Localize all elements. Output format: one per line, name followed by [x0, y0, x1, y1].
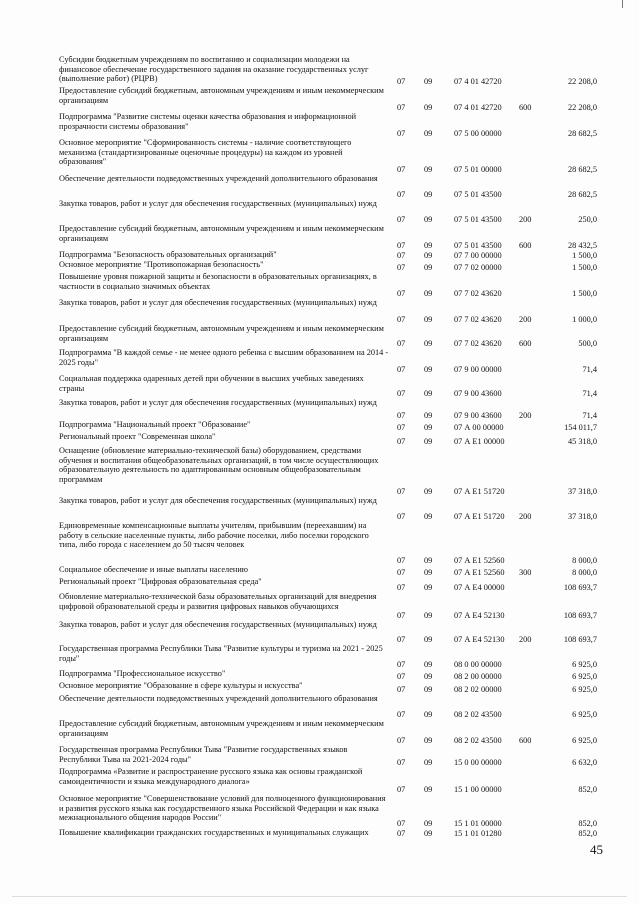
row-subsection-code: 09 [424, 709, 433, 719]
row-subsection-code: 09 [424, 262, 433, 272]
table-row [0, 681, 639, 694]
row-amount: 154 011,7 [564, 422, 597, 432]
row-section-code: 07 [397, 610, 406, 620]
table-row [0, 446, 639, 496]
row-target-article-code: 15 0 00 00000 [454, 757, 502, 767]
table-row [0, 767, 639, 794]
row-description: Подпрограмма "Национальный проект "Образование" [59, 420, 251, 429]
row-section-code: 07 [397, 828, 406, 838]
row-amount: 1 500,0 [572, 288, 597, 298]
row-description: Предоставление субсидий бюджетным, автономным учреждениям и иным некоммерческим организациям [59, 324, 384, 343]
row-section-code: 07 [397, 164, 406, 174]
row-section-code: 07 [397, 422, 406, 432]
table-row [0, 719, 639, 745]
row-description: Субсидии бюджетным учреждениям по воспитанию и социализации молодежи на финансовое обеспечение государственного задания на оказание государственных услуг (выполнение работ) (РЦРВ) [59, 55, 369, 83]
row-target-article-code: 08 2 00 00000 [454, 671, 502, 681]
row-subsection-code: 09 [424, 436, 433, 446]
row-section-code: 07 [397, 555, 406, 565]
row-section-code: 07 [397, 735, 406, 745]
row-target-article-code: 07 А Е1 51720 [454, 486, 505, 496]
row-subsection-code: 09 [424, 338, 433, 348]
row-description: Обеспечение деятельности подведомственных учреждений дополнительного образования [59, 694, 378, 703]
row-target-article-code: 07 7 02 00000 [454, 262, 502, 272]
row-target-article-code: 07 5 01 00000 [454, 164, 502, 174]
row-subsection-code: 09 [424, 189, 433, 199]
table-row [0, 298, 639, 324]
row-expense-type-code: 200 [519, 410, 532, 420]
row-subsection-code: 09 [424, 671, 433, 681]
table-row [0, 521, 639, 565]
row-section-code: 07 [397, 784, 406, 794]
row-amount: 852,0 [578, 784, 597, 794]
row-section-code: 07 [397, 250, 406, 260]
row-subsection-code: 09 [424, 76, 433, 86]
row-description: Закупка товаров, работ и услуг для обеспечения государственных (муниципальных) нужд [59, 496, 377, 505]
row-section-code: 07 [397, 388, 406, 398]
row-description: Закупка товаров, работ и услуг для обеспечения государственных (муниципальных) нужд [59, 298, 377, 307]
row-description: Обновление материально-технической базы образовательных организаций для внедрения цифровой образовательной среды и развития цифровых навыков обучающихся [59, 592, 377, 611]
row-description: Основное мероприятие "Сформированность системы - наличие соответствующего механизма (стандартизированные оценочные процедуры) на каждом из уровней образования" [59, 138, 352, 166]
row-description: Основное мероприятие "Противопожарная безопасность" [59, 260, 264, 269]
table-row [0, 398, 639, 420]
row-description: Повышение уровня пожарной защиты и безопасности в образовательных организациях, в частности в социально значимых объектах [59, 272, 377, 291]
row-section-code: 07 [397, 436, 406, 446]
row-subsection-code: 09 [424, 214, 433, 224]
row-amount: 22 208,0 [567, 102, 597, 112]
bottom-rule [12, 896, 627, 897]
table-row [0, 620, 639, 644]
row-amount: 108 693,7 [563, 634, 597, 644]
row-target-article-code: 15 1 00 00000 [454, 784, 502, 794]
row-description: Подпрограмма "Безопасность образовательных организаций" [59, 250, 277, 259]
row-subsection-code: 09 [424, 486, 433, 496]
row-subsection-code: 09 [424, 757, 433, 767]
row-description: Региональный проект "Современная школа" [59, 432, 216, 441]
row-amount: 45 318,0 [567, 436, 597, 446]
row-target-article-code: 07 А Е4 52130 [454, 610, 505, 620]
row-expense-type-code: 200 [519, 314, 532, 324]
row-target-article-code: 07 9 00 00000 [454, 364, 502, 374]
row-subsection-code: 09 [424, 735, 433, 745]
row-subsection-code: 09 [424, 250, 433, 260]
row-target-article-code: 07 9 00 43600 [454, 410, 502, 420]
row-amount: 6 925,0 [572, 684, 597, 694]
row-description: Повышение квалификации гражданских государственных и муниципальных служащих [59, 828, 369, 837]
row-description: Подпрограмма "В каждой семье - не менее одного ребенка с высшим образованием на 2014 - 2025 годы" [59, 348, 389, 367]
row-target-article-code: 15 1 01 00000 [454, 818, 502, 828]
table-row [0, 374, 639, 398]
row-subsection-code: 09 [424, 610, 433, 620]
row-subsection-code: 09 [424, 582, 433, 592]
row-description: Государственная программа Республики Тыва "Развитие государственных языков Республики Тыва на 2021-2024 годы" [59, 745, 348, 764]
row-section-code: 07 [397, 240, 406, 250]
row-target-article-code: 07 7 02 43620 [454, 338, 502, 348]
table-row [0, 324, 639, 348]
row-section-code: 07 [397, 709, 406, 719]
row-expense-type-code: 300 [519, 567, 532, 577]
row-description: Закупка товаров, работ и услуг для обеспечения государственных (муниципальных) нужд [59, 398, 377, 407]
row-amount: 6 925,0 [572, 709, 597, 719]
row-description: Предоставление субсидий бюджетным, автономным учреждениям и иным некоммерческим организациям [59, 719, 384, 738]
row-amount: 71,4 [582, 364, 597, 374]
row-target-article-code: 07 А Е1 51720 [454, 511, 505, 521]
table-row [0, 224, 639, 250]
row-section-code: 07 [397, 364, 406, 374]
row-description: Предоставление субсидий бюджетным, автономным учреждениям и иным некоммерческим организациям [59, 224, 384, 243]
row-section-code: 07 [397, 582, 406, 592]
row-amount: 852,0 [578, 818, 597, 828]
table-row [0, 272, 639, 298]
row-description: Социальная поддержка одаренных детей при обучении в высших учебных заведениях страны [59, 374, 364, 393]
row-subsection-code: 09 [424, 684, 433, 694]
table-row [0, 644, 639, 669]
row-subsection-code: 09 [424, 410, 433, 420]
row-target-article-code: 08 2 02 00000 [454, 684, 502, 694]
row-description: Региональный проект "Цифровая образовательная среда" [59, 577, 262, 586]
row-subsection-code: 09 [424, 314, 433, 324]
row-section-code: 07 [397, 659, 406, 669]
row-target-article-code: 08 0 00 00000 [454, 659, 502, 669]
row-amount: 28 432,5 [567, 240, 597, 250]
table-row [0, 577, 639, 592]
row-expense-type-code: 600 [519, 102, 532, 112]
row-amount: 37 318,0 [567, 486, 597, 496]
row-subsection-code: 09 [424, 634, 433, 644]
row-target-article-code: 07 7 02 43620 [454, 314, 502, 324]
row-section-code: 07 [397, 102, 406, 112]
row-target-article-code: 07 9 00 43600 [454, 388, 502, 398]
row-section-code: 07 [397, 76, 406, 86]
row-section-code: 07 [397, 818, 406, 828]
row-amount: 6 632,0 [572, 757, 597, 767]
row-expense-type-code: 600 [519, 735, 532, 745]
row-subsection-code: 09 [424, 828, 433, 838]
row-amount: 1 500,0 [572, 262, 597, 272]
row-section-code: 07 [397, 128, 406, 138]
row-amount: 22 208,0 [567, 76, 597, 86]
table-row [0, 592, 639, 620]
row-section-code: 07 [397, 338, 406, 348]
row-subsection-code: 09 [424, 659, 433, 669]
table-row [0, 174, 639, 199]
row-amount: 28 682,5 [567, 164, 597, 174]
table-row [0, 199, 639, 224]
row-section-code: 07 [397, 684, 406, 694]
table-row [0, 745, 639, 767]
table-row [0, 496, 639, 521]
row-section-code: 07 [397, 567, 406, 577]
table-row [0, 432, 639, 446]
row-description: Подпрограмма "Развитие системы оценки качества образования и информационной прозрачности системы образования" [59, 112, 357, 131]
row-target-article-code: 07 5 01 43500 [454, 240, 502, 250]
row-target-article-code: 07 7 02 43620 [454, 288, 502, 298]
row-amount: 6 925,0 [572, 659, 597, 669]
row-section-code: 07 [397, 511, 406, 521]
row-amount: 8 000,0 [572, 555, 597, 565]
row-expense-type-code: 200 [519, 634, 532, 644]
row-description: Единовременные компенсационные выплаты учителям, прибывшим (переехавшим) на работу в сельские населенные пункты, либо рабочие поселки, либо поселки городского типа, либо города с населением до 50 тысяч человек [59, 521, 369, 549]
table-row [0, 138, 639, 174]
row-expense-type-code: 600 [519, 240, 532, 250]
row-description: Закупка товаров, работ и услуг для обеспечения государственных (муниципальных) нужд [59, 199, 377, 208]
table-row [0, 794, 639, 828]
row-subsection-code: 09 [424, 422, 433, 432]
row-expense-type-code: 200 [519, 511, 532, 521]
table-row [0, 86, 639, 112]
row-subsection-code: 09 [424, 102, 433, 112]
row-subsection-code: 09 [424, 128, 433, 138]
table-row [0, 260, 639, 272]
table-row [0, 348, 639, 374]
row-section-code: 07 [397, 410, 406, 420]
table-row [0, 420, 639, 432]
row-target-article-code: 07 4 01 42720 [454, 102, 502, 112]
row-target-article-code: 15 1 01 01280 [454, 828, 502, 838]
row-amount: 852,0 [578, 828, 597, 838]
row-target-article-code: 07 А 00 00000 [454, 422, 504, 432]
table-row [0, 112, 639, 138]
row-section-code: 07 [397, 314, 406, 324]
row-section-code: 07 [397, 634, 406, 644]
row-amount: 28 682,5 [567, 189, 597, 199]
row-target-article-code: 07 4 01 42720 [454, 76, 502, 86]
row-amount: 37 318,0 [567, 511, 597, 521]
table-row [0, 565, 639, 577]
row-target-article-code: 08 2 02 43500 [454, 735, 502, 745]
row-amount: 500,0 [578, 338, 597, 348]
page-number: 45 [590, 842, 603, 857]
row-section-code: 07 [397, 671, 406, 681]
row-amount: 28 682,5 [567, 128, 597, 138]
row-target-article-code: 07 А Е4 52130 [454, 634, 505, 644]
row-amount: 250,0 [578, 214, 597, 224]
row-expense-type-code: 600 [519, 338, 532, 348]
row-target-article-code: 07 А Е1 52560 [454, 555, 505, 565]
row-amount: 6 925,0 [572, 671, 597, 681]
row-description: Закупка товаров, работ и услуг для обеспечения государственных (муниципальных) нужд [59, 620, 377, 629]
row-amount: 6 925,0 [572, 735, 597, 745]
table-row [0, 55, 639, 86]
row-expense-type-code: 200 [519, 214, 532, 224]
table-row [0, 828, 639, 838]
row-amount: 71,4 [582, 410, 597, 420]
row-description: Предоставление субсидий бюджетным, автономным учреждениям и иным некоммерческим организациям [59, 86, 384, 105]
row-description: Государственная программа Республики Тыва "Развитие культуры и туризма на 2021 - 2025 годы" [59, 644, 383, 663]
row-section-code: 07 [397, 486, 406, 496]
row-subsection-code: 09 [424, 555, 433, 565]
row-description: Оснащение (обновление материально-технической базы) оборудованием, средствами обучения и воспитания общеобразовательных организаций, в том числе осуществляющих образовательную деятельность по адаптированным основным общеобразовательным программам [59, 446, 379, 484]
row-target-article-code: 07 7 00 00000 [454, 250, 502, 260]
row-subsection-code: 09 [424, 164, 433, 174]
row-subsection-code: 09 [424, 818, 433, 828]
row-amount: 1 000,0 [572, 314, 597, 324]
row-amount: 71,4 [582, 388, 597, 398]
row-amount: 8 000,0 [572, 567, 597, 577]
row-target-article-code: 07 5 01 43500 [454, 189, 502, 199]
row-subsection-code: 09 [424, 567, 433, 577]
row-amount: 1 500,0 [572, 250, 597, 260]
row-section-code: 07 [397, 189, 406, 199]
row-description: Основное мероприятие "Образование в сфере культуры и искусства" [59, 681, 303, 690]
row-description: Обеспечение деятельности подведомственных учреждений дополнительного образования [59, 174, 378, 183]
row-subsection-code: 09 [424, 288, 433, 298]
row-target-article-code: 07 А Е1 00000 [454, 436, 505, 446]
row-subsection-code: 09 [424, 784, 433, 794]
row-subsection-code: 09 [424, 240, 433, 250]
row-target-article-code: 07 5 01 43500 [454, 214, 502, 224]
row-description: Подпрограмма "Профессиональное искусство" [59, 669, 226, 678]
table-row [0, 694, 639, 719]
row-description: Подпрограмма «Развитие и распространение русского языка как основы гражданской самоидентичности и языка международного диалога» [59, 767, 363, 786]
row-amount: 108 693,7 [563, 582, 597, 592]
row-target-article-code: 07 5 00 00000 [454, 128, 502, 138]
row-section-code: 07 [397, 214, 406, 224]
row-description: Социальное обеспечение и иные выплаты населению [59, 565, 248, 574]
row-section-code: 07 [397, 757, 406, 767]
row-description: Основное мероприятие "Совершенствование условий для полноценного функционирования и развития русского языка как государственного языка Российской Федерации и как языка межнационального общения народов России" [59, 794, 386, 822]
table-row [0, 250, 639, 260]
row-subsection-code: 09 [424, 388, 433, 398]
row-target-article-code: 07 А Е1 52560 [454, 567, 505, 577]
row-subsection-code: 09 [424, 511, 433, 521]
row-section-code: 07 [397, 288, 406, 298]
row-amount: 108 693,7 [563, 610, 597, 620]
row-section-code: 07 [397, 262, 406, 272]
row-target-article-code: 08 2 02 43500 [454, 709, 502, 719]
row-target-article-code: 07 А Е4 00000 [454, 582, 505, 592]
table-row [0, 669, 639, 681]
row-subsection-code: 09 [424, 364, 433, 374]
